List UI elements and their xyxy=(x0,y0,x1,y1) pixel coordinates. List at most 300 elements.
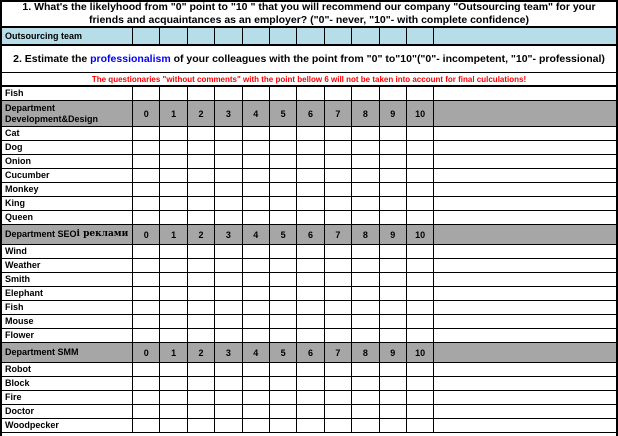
person-row xyxy=(2,259,616,273)
score-cell[interactable] xyxy=(352,315,379,328)
score-cell[interactable] xyxy=(297,169,324,182)
score-cell[interactable] xyxy=(243,273,270,286)
section-name-label xyxy=(2,225,133,244)
score-cell[interactable] xyxy=(270,127,297,140)
scale-label: 1 xyxy=(160,225,187,244)
score-cell[interactable] xyxy=(325,183,352,196)
score-cell[interactable] xyxy=(243,211,270,224)
score-cell[interactable] xyxy=(352,169,379,182)
score-cell[interactable] xyxy=(325,259,352,272)
score-cell[interactable] xyxy=(215,405,242,418)
score-cell[interactable] xyxy=(297,155,324,168)
score-cell[interactable] xyxy=(160,287,187,300)
score-cell[interactable] xyxy=(243,419,270,432)
comment-cell[interactable] xyxy=(434,329,616,342)
score-cell[interactable] xyxy=(133,405,160,418)
score-cell[interactable] xyxy=(325,273,352,286)
score-cell[interactable] xyxy=(270,273,297,286)
person-name-text: Cat xyxy=(5,128,20,138)
score-cell[interactable] xyxy=(270,155,297,168)
score-cell[interactable] xyxy=(270,197,297,210)
score-cell[interactable] xyxy=(325,155,352,168)
score-cell[interactable] xyxy=(380,363,407,376)
score-cell[interactable] xyxy=(243,169,270,182)
score-cell[interactable] xyxy=(325,169,352,182)
score-cell[interactable] xyxy=(380,183,407,196)
score-cell[interactable] xyxy=(188,419,215,432)
score-cell[interactable] xyxy=(215,419,242,432)
score-cell[interactable] xyxy=(188,363,215,376)
score-cell[interactable] xyxy=(380,87,407,100)
comment-cell[interactable] xyxy=(434,259,616,272)
score-cell[interactable] xyxy=(188,183,215,196)
score-cell[interactable] xyxy=(325,301,352,314)
score-cell[interactable] xyxy=(352,287,379,300)
score-cell[interactable] xyxy=(215,155,242,168)
score-cell[interactable] xyxy=(215,315,242,328)
score-cell[interactable] xyxy=(270,363,297,376)
comment-cell[interactable] xyxy=(434,273,616,286)
score-cell[interactable] xyxy=(297,329,324,342)
score-cell[interactable] xyxy=(270,405,297,418)
score-cell[interactable] xyxy=(407,363,434,376)
scale-label: 2 xyxy=(188,101,215,126)
scale-label: 1 xyxy=(160,343,187,362)
score-cell[interactable] xyxy=(243,245,270,258)
question2-highlight: professionalism xyxy=(90,52,171,65)
score-cell[interactable] xyxy=(243,363,270,376)
section-name-cyrillic: і реклами xyxy=(76,229,129,239)
score-cell[interactable] xyxy=(407,377,434,390)
score-cell[interactable] xyxy=(270,245,297,258)
score-cell[interactable] xyxy=(325,197,352,210)
score-cell[interactable] xyxy=(297,28,324,44)
person-name-text: King xyxy=(5,198,25,208)
score-cell[interactable] xyxy=(325,329,352,342)
comment-cell[interactable] xyxy=(434,169,616,182)
person-row xyxy=(2,245,616,259)
score-cell[interactable] xyxy=(133,127,160,140)
question2-suffix: of your colleagues with the point from "0" to"10"("0"- incompetent, "10"- professional) xyxy=(170,52,605,65)
score-cell[interactable] xyxy=(407,183,434,196)
score-cell[interactable] xyxy=(188,273,215,286)
score-cell[interactable] xyxy=(407,28,434,44)
score-cell[interactable] xyxy=(325,315,352,328)
score-cell[interactable] xyxy=(380,391,407,404)
score-cell[interactable] xyxy=(160,127,187,140)
score-cell[interactable] xyxy=(243,377,270,390)
score-cell[interactable] xyxy=(133,183,160,196)
score-cell[interactable] xyxy=(270,287,297,300)
score-cell[interactable] xyxy=(133,155,160,168)
score-cell[interactable] xyxy=(133,273,160,286)
score-cell[interactable] xyxy=(160,211,187,224)
score-cell[interactable] xyxy=(407,391,434,404)
score-cell[interactable] xyxy=(188,315,215,328)
score-cell[interactable] xyxy=(380,259,407,272)
score-cell[interactable] xyxy=(352,155,379,168)
score-cell[interactable] xyxy=(188,28,215,44)
score-cell[interactable] xyxy=(133,377,160,390)
score-cell[interactable] xyxy=(215,245,242,258)
comment-cell[interactable] xyxy=(434,287,616,300)
score-cell[interactable] xyxy=(297,127,324,140)
score-cell[interactable] xyxy=(325,363,352,376)
score-cell[interactable] xyxy=(160,169,187,182)
comment-cell[interactable] xyxy=(434,87,616,100)
comment-cell[interactable] xyxy=(434,211,616,224)
score-cell[interactable] xyxy=(407,155,434,168)
score-cell[interactable] xyxy=(133,329,160,342)
comment-cell[interactable] xyxy=(434,197,616,210)
comment-cell xyxy=(434,225,616,244)
score-cell[interactable] xyxy=(297,183,324,196)
comment-cell[interactable] xyxy=(434,127,616,140)
comment-cell[interactable] xyxy=(434,245,616,258)
score-cell[interactable] xyxy=(297,405,324,418)
person-name-label xyxy=(2,301,133,314)
score-cell[interactable] xyxy=(297,315,324,328)
score-cell[interactable] xyxy=(407,259,434,272)
scale-label: 9 xyxy=(380,343,407,362)
comment-cell xyxy=(434,101,616,126)
score-cell[interactable] xyxy=(325,127,352,140)
score-cell[interactable] xyxy=(160,245,187,258)
score-cell[interactable] xyxy=(352,28,379,44)
score-cell[interactable] xyxy=(243,155,270,168)
score-cell[interactable] xyxy=(160,197,187,210)
score-cell[interactable] xyxy=(188,141,215,154)
person-name-label xyxy=(2,419,133,432)
score-cell[interactable] xyxy=(188,405,215,418)
person-row xyxy=(2,405,616,419)
scale-label: 4 xyxy=(243,343,270,362)
person-name-text: Doctor xyxy=(5,406,34,416)
score-cell[interactable] xyxy=(270,301,297,314)
person-name-label xyxy=(2,197,133,210)
score-cell[interactable] xyxy=(215,287,242,300)
score-cell[interactable] xyxy=(325,245,352,258)
score-cell[interactable] xyxy=(215,169,242,182)
score-cell[interactable] xyxy=(243,28,270,44)
score-cell[interactable] xyxy=(407,405,434,418)
score-cell[interactable] xyxy=(160,315,187,328)
score-cell[interactable] xyxy=(133,259,160,272)
comment-cell[interactable] xyxy=(434,155,616,168)
score-cell[interactable] xyxy=(215,363,242,376)
comment-cell[interactable] xyxy=(434,363,616,376)
score-cell[interactable] xyxy=(325,377,352,390)
score-cell[interactable] xyxy=(160,329,187,342)
score-cell[interactable] xyxy=(407,245,434,258)
score-cell[interactable] xyxy=(243,287,270,300)
score-cell[interactable] xyxy=(325,28,352,44)
score-cell[interactable] xyxy=(352,211,379,224)
comment-cell xyxy=(434,343,616,362)
score-cell[interactable] xyxy=(270,28,297,44)
score-cell[interactable] xyxy=(188,211,215,224)
score-cell[interactable] xyxy=(270,419,297,432)
score-cell[interactable] xyxy=(297,419,324,432)
score-cell[interactable] xyxy=(297,287,324,300)
score-cell[interactable] xyxy=(160,259,187,272)
score-cell[interactable] xyxy=(243,87,270,100)
score-cell[interactable] xyxy=(133,197,160,210)
comment-cell[interactable] xyxy=(434,315,616,328)
score-cell[interactable] xyxy=(352,245,379,258)
score-cell[interactable] xyxy=(243,259,270,272)
score-cell[interactable] xyxy=(133,287,160,300)
comment-cell[interactable] xyxy=(434,301,616,314)
scale-label: 8 xyxy=(352,225,379,244)
person-row xyxy=(2,315,616,329)
score-cell[interactable] xyxy=(297,141,324,154)
score-cell[interactable] xyxy=(133,211,160,224)
score-cell[interactable] xyxy=(270,169,297,182)
score-cell[interactable] xyxy=(243,127,270,140)
score-cell[interactable] xyxy=(380,28,407,44)
score-cell[interactable] xyxy=(407,87,434,100)
score-cell[interactable] xyxy=(407,211,434,224)
score-cell[interactable] xyxy=(352,183,379,196)
score-cell[interactable] xyxy=(297,197,324,210)
score-cell[interactable] xyxy=(133,141,160,154)
score-cell[interactable] xyxy=(188,287,215,300)
person-row xyxy=(2,329,616,343)
scale-label: 8 xyxy=(352,101,379,126)
score-cell[interactable] xyxy=(297,259,324,272)
score-cell[interactable] xyxy=(380,169,407,182)
score-cell[interactable] xyxy=(188,87,215,100)
company-name-label xyxy=(2,28,133,44)
person-name-label xyxy=(2,127,133,140)
score-cell[interactable] xyxy=(380,329,407,342)
score-cell[interactable] xyxy=(380,377,407,390)
comment-cell[interactable] xyxy=(434,28,616,44)
score-cell[interactable] xyxy=(270,211,297,224)
score-cell[interactable] xyxy=(243,197,270,210)
score-cell[interactable] xyxy=(160,405,187,418)
score-cell[interactable] xyxy=(380,141,407,154)
score-cell[interactable] xyxy=(407,169,434,182)
score-cell[interactable] xyxy=(160,377,187,390)
score-cell[interactable] xyxy=(188,391,215,404)
score-cell[interactable] xyxy=(297,245,324,258)
comment-cell[interactable] xyxy=(434,419,616,432)
score-cell[interactable] xyxy=(133,419,160,432)
score-cell[interactable] xyxy=(215,211,242,224)
score-cell[interactable] xyxy=(215,127,242,140)
score-cell[interactable] xyxy=(188,301,215,314)
score-cell[interactable] xyxy=(380,211,407,224)
scale-label: 2 xyxy=(188,225,215,244)
score-cell[interactable] xyxy=(325,391,352,404)
score-cell[interactable] xyxy=(160,301,187,314)
score-cell[interactable] xyxy=(243,301,270,314)
score-cell[interactable] xyxy=(160,273,187,286)
score-cell[interactable] xyxy=(160,87,187,100)
score-cell[interactable] xyxy=(243,141,270,154)
comment-cell[interactable] xyxy=(434,141,616,154)
score-cell[interactable] xyxy=(325,141,352,154)
score-cell[interactable] xyxy=(380,273,407,286)
score-cell[interactable] xyxy=(352,259,379,272)
comment-cell[interactable] xyxy=(434,391,616,404)
score-cell[interactable] xyxy=(188,259,215,272)
score-cell[interactable] xyxy=(188,155,215,168)
score-cell[interactable] xyxy=(352,363,379,376)
score-cell[interactable] xyxy=(380,405,407,418)
score-cell[interactable] xyxy=(133,301,160,314)
score-cell[interactable] xyxy=(133,391,160,404)
person-name-text: Block xyxy=(5,378,30,388)
scale-label: 7 xyxy=(325,343,352,362)
score-cell[interactable] xyxy=(188,127,215,140)
score-cell[interactable] xyxy=(215,259,242,272)
score-cell[interactable] xyxy=(243,405,270,418)
score-cell[interactable] xyxy=(188,245,215,258)
score-cell[interactable] xyxy=(352,329,379,342)
score-cell[interactable] xyxy=(407,329,434,342)
score-cell[interactable] xyxy=(380,127,407,140)
score-cell[interactable] xyxy=(297,211,324,224)
person-row xyxy=(2,211,616,225)
score-cell[interactable] xyxy=(133,363,160,376)
question2-text xyxy=(13,53,605,66)
score-cell[interactable] xyxy=(160,155,187,168)
score-cell[interactable] xyxy=(407,141,434,154)
score-cell[interactable] xyxy=(160,141,187,154)
score-cell[interactable] xyxy=(407,301,434,314)
person-name-label xyxy=(2,141,133,154)
score-cell[interactable] xyxy=(407,419,434,432)
score-cell[interactable] xyxy=(215,329,242,342)
score-cell[interactable] xyxy=(352,405,379,418)
score-cell[interactable] xyxy=(270,315,297,328)
score-cell[interactable] xyxy=(380,301,407,314)
score-cell[interactable] xyxy=(380,155,407,168)
score-cell[interactable] xyxy=(297,301,324,314)
score-cell[interactable] xyxy=(243,329,270,342)
scale-label: 3 xyxy=(215,225,242,244)
comment-cell[interactable] xyxy=(434,377,616,390)
score-cell[interactable] xyxy=(188,197,215,210)
score-cell[interactable] xyxy=(407,273,434,286)
comment-cell[interactable] xyxy=(434,183,616,196)
question2-header xyxy=(2,46,616,73)
score-cell[interactable] xyxy=(325,405,352,418)
score-cell[interactable] xyxy=(243,391,270,404)
score-cell[interactable] xyxy=(160,183,187,196)
score-cell[interactable] xyxy=(270,259,297,272)
score-cell[interactable] xyxy=(215,197,242,210)
score-cell[interactable] xyxy=(352,273,379,286)
score-cell[interactable] xyxy=(270,87,297,100)
person-row xyxy=(2,127,616,141)
score-cell[interactable] xyxy=(160,419,187,432)
scale-label: 6 xyxy=(297,101,324,126)
score-cell[interactable] xyxy=(352,301,379,314)
person-row xyxy=(2,363,616,377)
score-cell[interactable] xyxy=(133,169,160,182)
person-row xyxy=(2,391,616,405)
score-cell[interactable] xyxy=(215,391,242,404)
score-cell[interactable] xyxy=(325,211,352,224)
score-cell[interactable] xyxy=(407,315,434,328)
score-cell[interactable] xyxy=(380,287,407,300)
score-cell[interactable] xyxy=(352,197,379,210)
score-cell[interactable] xyxy=(160,391,187,404)
score-cell[interactable] xyxy=(215,377,242,390)
score-cell[interactable] xyxy=(325,87,352,100)
score-cell[interactable] xyxy=(215,183,242,196)
score-cell[interactable] xyxy=(188,377,215,390)
score-cell[interactable] xyxy=(380,315,407,328)
score-cell[interactable] xyxy=(325,419,352,432)
score-cell[interactable] xyxy=(297,391,324,404)
score-cell[interactable] xyxy=(325,287,352,300)
score-cell[interactable] xyxy=(188,329,215,342)
score-cell[interactable] xyxy=(160,28,187,44)
score-cell[interactable] xyxy=(215,273,242,286)
score-cell[interactable] xyxy=(133,87,160,100)
person-row xyxy=(2,87,616,101)
score-cell[interactable] xyxy=(133,28,160,44)
score-cell[interactable] xyxy=(243,183,270,196)
score-cell[interactable] xyxy=(352,391,379,404)
score-cell[interactable] xyxy=(270,141,297,154)
score-cell[interactable] xyxy=(352,127,379,140)
score-cell[interactable] xyxy=(297,87,324,100)
score-cell[interactable] xyxy=(270,391,297,404)
person-name-text: Dog xyxy=(5,142,23,152)
score-cell[interactable] xyxy=(243,315,270,328)
person-name-text: Queen xyxy=(5,212,34,222)
score-cell[interactable] xyxy=(297,377,324,390)
score-cell[interactable] xyxy=(407,197,434,210)
score-cell[interactable] xyxy=(133,315,160,328)
score-cell[interactable] xyxy=(352,419,379,432)
score-cell[interactable] xyxy=(352,87,379,100)
scale-label: 8 xyxy=(352,343,379,362)
score-cell[interactable] xyxy=(270,329,297,342)
scale-label: 6 xyxy=(297,343,324,362)
score-cell[interactable] xyxy=(297,273,324,286)
score-cell[interactable] xyxy=(188,169,215,182)
scale-label: 5 xyxy=(270,101,297,126)
score-cell[interactable] xyxy=(380,245,407,258)
score-cell[interactable] xyxy=(215,28,242,44)
score-cell[interactable] xyxy=(407,287,434,300)
comment-cell[interactable] xyxy=(434,405,616,418)
person-name-text: Cucumber xyxy=(5,170,50,180)
score-cell[interactable] xyxy=(215,87,242,100)
score-cell[interactable] xyxy=(380,419,407,432)
score-cell[interactable] xyxy=(133,245,160,258)
score-cell[interactable] xyxy=(160,363,187,376)
score-cell[interactable] xyxy=(297,363,324,376)
score-cell[interactable] xyxy=(270,377,297,390)
score-cell[interactable] xyxy=(352,377,379,390)
score-cell[interactable] xyxy=(380,197,407,210)
score-cell[interactable] xyxy=(215,301,242,314)
score-cell[interactable] xyxy=(407,127,434,140)
score-cell[interactable] xyxy=(270,183,297,196)
score-cell[interactable] xyxy=(352,141,379,154)
scale-label: 3 xyxy=(215,101,242,126)
person-row xyxy=(2,377,616,391)
score-cell[interactable] xyxy=(215,141,242,154)
